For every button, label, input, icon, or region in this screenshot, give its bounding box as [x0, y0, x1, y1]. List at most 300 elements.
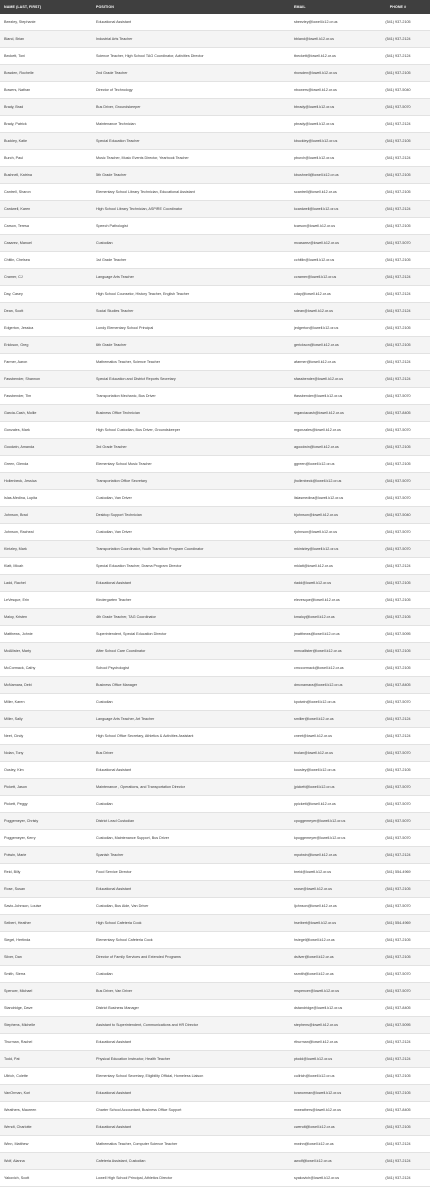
table-row: [0, 1034, 430, 1051]
table-row: [0, 133, 430, 150]
cell-name: McAllister, Marty: [0, 643, 92, 660]
cell-phone: (541) 937-8405: [366, 1000, 430, 1017]
cell-name: Day, Casey: [0, 286, 92, 303]
table-row: [0, 660, 430, 677]
cell-email[interactable]: mweathers@lowell.k12.or.us: [290, 1102, 366, 1119]
cell-position: After School Care Coordinator: [92, 643, 290, 660]
cell-phone: (541) 937-2105: [366, 575, 430, 592]
cell-name: Matthews, Johnie: [0, 626, 92, 643]
table-row: [0, 575, 430, 592]
cell-phone: (541) 937-2105: [366, 881, 430, 898]
cell-position: Special Education and District Reports Secretary: [92, 371, 290, 388]
cell-email[interactable]: sdean@lowell.k12.or.us: [290, 303, 366, 320]
table-row: [0, 490, 430, 507]
cell-email[interactable]: cchitlin@lowell.k12.or.us: [290, 252, 366, 269]
table-row: [0, 286, 430, 303]
cell-name: Fassbender, Shannon: [0, 371, 92, 388]
cell-name: Thurman, Rachel: [0, 1034, 92, 1051]
table-row: [0, 303, 430, 320]
cell-email[interactable]: pburch@lowell.k12.or.us: [290, 150, 366, 167]
column-header-position[interactable]: POSITION: [96, 5, 114, 9]
cell-email[interactable]: hsiegel@lowell.k12.or.us: [290, 932, 366, 949]
cell-email[interactable]: kbushnell@lowell.k12.or.us: [290, 167, 366, 184]
table-row: [0, 813, 430, 830]
cell-email[interactable]: mgonzales@lowell.k12.or.us: [290, 422, 366, 439]
cell-email[interactable]: sbeezley@lowell.k12.or.us: [290, 14, 366, 31]
column-header-email[interactable]: EMAIL: [294, 5, 306, 9]
table-row: [0, 1136, 430, 1153]
cell-position: Assistant to Superintendent, Communications and HR Director: [92, 1017, 290, 1034]
cell-email[interactable]: jhollenbeck@lowell.k12.or.us: [290, 473, 366, 490]
cell-position: District Lead Custodian: [92, 813, 290, 830]
table-row: [0, 1085, 430, 1102]
cell-position: Food Service Director: [92, 864, 290, 881]
cell-name: Johnson, Brad: [0, 507, 92, 524]
cell-position: Director of Technology: [92, 82, 290, 99]
cell-email[interactable]: elevesque@lowell.k12.or.us: [290, 592, 366, 609]
table-row: [0, 252, 430, 269]
cell-phone: (541) 937-2124: [366, 728, 430, 745]
table-row: [0, 269, 430, 286]
cell-name: Goodwin, Amanda: [0, 439, 92, 456]
table-row: [0, 422, 430, 439]
cell-phone: (541) 937-2105: [366, 932, 430, 949]
cell-position: Language Arts Teacher: [92, 269, 290, 286]
cell-email[interactable]: kvanorman@lowell.k12.or.us: [290, 1085, 366, 1102]
cell-position: Desktop Support Technician: [92, 507, 290, 524]
cell-email[interactable]: awolf@lowell.k12.or.us: [290, 1153, 366, 1170]
table-row: [0, 592, 430, 609]
cell-position: 4th Grade Teacher, TAG Coordinator: [92, 609, 290, 626]
table-row: [0, 847, 430, 864]
cell-name: Nolan, Tony: [0, 745, 92, 762]
table-header: [0, 0, 430, 14]
table-row: [0, 694, 430, 711]
cell-phone: (541) 937-5070: [366, 524, 430, 541]
cell-position: Custodian: [92, 966, 290, 983]
table-row: [0, 966, 430, 983]
cell-position: Educational Assistant: [92, 1119, 290, 1136]
cell-name: McNamara, Debi: [0, 677, 92, 694]
cell-email[interactable]: ggreen@lowell.k12.or.us: [290, 456, 366, 473]
cell-name: Ullrich, Colette: [0, 1068, 92, 1085]
cell-email[interactable]: hseibert@lowell.k12.or.us: [290, 915, 366, 932]
cell-email[interactable]: ccramer@lowell.k12.or.us: [290, 269, 366, 286]
cell-name: Islas-Medina, Lupita: [0, 490, 92, 507]
cell-phone: (541) 937-2105: [366, 184, 430, 201]
cell-email[interactable]: kcardwell@lowell.k12.or.us: [290, 201, 366, 218]
table-row: [0, 558, 430, 575]
cell-phone: (541) 937-5070: [366, 422, 430, 439]
cell-email[interactable]: bjohnson@lowell.k12.or.us: [290, 507, 366, 524]
cell-email[interactable]: gerickson@lowell.k12.or.us: [290, 337, 366, 354]
cell-phone: (541) 937-2105: [366, 949, 430, 966]
cell-name: Bowden, Rochelle: [0, 65, 92, 82]
table-row: [0, 337, 430, 354]
cell-phone: (541) 937-2124: [366, 48, 430, 65]
cell-position: Transportation Mechanic, Bus Driver: [92, 388, 290, 405]
table-row: [0, 48, 430, 65]
cell-email[interactable]: kpotwin@lowell.k12.or.us: [290, 694, 366, 711]
cell-name: Seibert, Heather: [0, 915, 92, 932]
table-row: [0, 354, 430, 371]
cell-email[interactable]: bbrady@lowell.k12.or.us: [290, 99, 366, 116]
table-row: [0, 507, 430, 524]
cell-position: Industrial Arts Teacher: [92, 31, 290, 48]
cell-phone: (541) 937-2124: [366, 1153, 430, 1170]
table-row: [0, 949, 430, 966]
cell-name: Chitlin, Chelsea: [0, 252, 92, 269]
cell-email[interactable]: cday@lowell.k12.or.us: [290, 286, 366, 303]
cell-position: Social Studies Teacher: [92, 303, 290, 320]
table-row: [0, 1068, 430, 1085]
cell-phone: (541) 937-5070: [366, 983, 430, 1000]
cell-email[interactable]: tfassbender@lowell.k12.or.us: [290, 388, 366, 405]
cell-email[interactable]: mcasarez@lowell.k12.or.us: [290, 235, 366, 252]
table-row: [0, 762, 430, 779]
cell-position: 5th Grade Teacher: [92, 167, 290, 184]
cell-position: 1st Grade Teacher: [92, 252, 290, 269]
cell-email[interactable]: breid@lowell.k12.or.us: [290, 864, 366, 881]
table-row: [0, 830, 430, 847]
cell-name: Miller, Karen: [0, 694, 92, 711]
table-row: [0, 456, 430, 473]
cell-position: Music Teacher, Music Events Director, Yearbook Teacher: [92, 150, 290, 167]
cell-email[interactable]: mpotwin@lowell.k12.or.us: [290, 847, 366, 864]
cell-name: Carson, Teresa: [0, 218, 92, 235]
cell-phone: (541) 937-5070: [366, 779, 430, 796]
table-row: [0, 320, 430, 337]
cell-phone: (541) 937-2124: [366, 303, 430, 320]
cell-email[interactable]: kmaloy@lowell.k12.or.us: [290, 609, 366, 626]
cell-email[interactable]: cpoggemeyer@lowell.k12.or.us: [290, 813, 366, 830]
cell-email[interactable]: kpoggemeyer@lowell.k12.or.us: [290, 830, 366, 847]
table-row: [0, 745, 430, 762]
cell-phone: (541) 937-2124: [366, 558, 430, 575]
cell-phone: (541) 937-2105: [366, 1119, 430, 1136]
table-row: [0, 1102, 430, 1119]
cell-phone: (541) 937-2124: [366, 31, 430, 48]
table-row: [0, 1119, 430, 1136]
cell-name: Weathers, Maureen: [0, 1102, 92, 1119]
cell-email[interactable]: ssmith@lowell.k12.or.us: [290, 966, 366, 983]
cell-name: Beckett, Toni: [0, 48, 92, 65]
cell-position: Custodian: [92, 796, 290, 813]
cell-phone: (541) 937-2124: [366, 286, 430, 303]
cell-name: VanOrman, Kori: [0, 1085, 92, 1102]
cell-email[interactable]: mspencer@lowell.k12.or.us: [290, 983, 366, 1000]
cell-position: High School Counselor, History Teacher, English Teacher: [92, 286, 290, 303]
cell-position: High School Office Secretary, Athletics & Activities Assistant: [92, 728, 290, 745]
cell-email[interactable]: lislasmedina@lowell.k12.or.us: [290, 490, 366, 507]
cell-email[interactable]: mklatt@lowell.k12.or.us: [290, 558, 366, 575]
cell-email[interactable]: rbowden@lowell.k12.or.us: [290, 65, 366, 82]
cell-position: Custodian, Bus Aide, Van Driver: [92, 898, 290, 915]
cell-email[interactable]: cullrich@lowell.k12.or.us: [290, 1068, 366, 1085]
cell-phone: (541) 937-5040: [366, 507, 430, 524]
cell-position: Special Education Teacher, Drama Program Director: [92, 558, 290, 575]
cell-position: Custodian, Maintenance Support, Bus Driver: [92, 830, 290, 847]
cell-phone: (541) 937-2105: [366, 65, 430, 82]
cell-phone: (541) 937-2124: [366, 201, 430, 218]
cell-position: Kindergarten Teacher: [92, 592, 290, 609]
table-row: [0, 473, 430, 490]
cell-position: Educational Assistant: [92, 762, 290, 779]
cell-name: Stephens, Michelle: [0, 1017, 92, 1034]
table-row: [0, 626, 430, 643]
cell-phone: (541) 937-5070: [366, 898, 430, 915]
cell-name: Bland, Brian: [0, 31, 92, 48]
cell-name: Winn, Matthew: [0, 1136, 92, 1153]
cell-email[interactable]: stephens@lowell.k12.or.us: [290, 1017, 366, 1034]
cell-position: Educational Assistant: [92, 1034, 290, 1051]
cell-position: District Business Manager: [92, 1000, 290, 1017]
cell-position: Elementary School Music Teacher: [92, 456, 290, 473]
cell-name: Standridge, Dave: [0, 1000, 92, 1017]
cell-email[interactable]: mmcallister@lowell.k12.or.us: [290, 643, 366, 660]
cell-name: Bushnell, Katrina: [0, 167, 92, 184]
table-row: [0, 371, 430, 388]
table-row: [0, 116, 430, 133]
cell-position: Transportation Coordinator, Youth Transition Program Coordinator: [92, 541, 290, 558]
cell-name: Yakovich, Scott: [0, 1170, 92, 1187]
cell-name: Gonzales, Mark: [0, 422, 92, 439]
table-row: [0, 881, 430, 898]
table-row: [0, 1017, 430, 1034]
cell-phone: (541) 937-2105: [366, 1085, 430, 1102]
cell-position: Custodian: [92, 235, 290, 252]
cell-email[interactable]: jmatthews@lowell.k12.or.us: [290, 626, 366, 643]
table-row: [0, 1000, 430, 1017]
table-row: [0, 609, 430, 626]
cell-phone: (541) 937-5095: [366, 1017, 430, 1034]
table-row: [0, 439, 430, 456]
cell-position: Special Education Teacher: [92, 133, 290, 150]
cell-position: Bus Driver, Van Driver: [92, 983, 290, 1000]
cell-name: Wendt, Charlotte: [0, 1119, 92, 1136]
table-body: [0, 14, 430, 1187]
cell-email[interactable]: ptodd@lowell.k12.or.us: [290, 1051, 366, 1068]
cell-phone: (541) 937-2105: [366, 337, 430, 354]
cell-position: Mathematics Teacher, Computer Science Teacher: [92, 1136, 290, 1153]
cell-phone: (541) 937-2105: [366, 167, 430, 184]
cell-phone: (541) 937-2124: [366, 150, 430, 167]
cell-name: Pickett, Jason: [0, 779, 92, 796]
table-row: [0, 1153, 430, 1170]
cell-name: Silver, Dan: [0, 949, 92, 966]
cell-email[interactable]: scantrell@lowell.k12.or.us: [290, 184, 366, 201]
cell-position: Educational Assistant: [92, 14, 290, 31]
table-row: [0, 728, 430, 745]
table-row: [0, 711, 430, 728]
cell-position: Bus Driver, Groundskeeper: [92, 99, 290, 116]
cell-name: Siegel, Hertinda: [0, 932, 92, 949]
cell-phone: (541) 554-4969: [366, 915, 430, 932]
cell-email[interactable]: kousley@lowell.k12.or.us: [290, 762, 366, 779]
cell-position: Language Arts Teacher, Art Teacher: [92, 711, 290, 728]
cell-name: Brady, Brad: [0, 99, 92, 116]
cell-email[interactable]: tbeckett@lowell.k12.or.us: [290, 48, 366, 65]
cell-phone: (541) 937-5070: [366, 541, 430, 558]
table-row: [0, 932, 430, 949]
cell-position: School Psychologist: [92, 660, 290, 677]
cell-email[interactable]: sfassbender@lowell.k12.or.us: [290, 371, 366, 388]
cell-email[interactable]: tcarson@lowell.k12.or.us: [290, 218, 366, 235]
cell-phone: (541) 937-5070: [366, 813, 430, 830]
cell-name: Neet, Cindy: [0, 728, 92, 745]
cell-email[interactable]: rthurman@lowell.k12.or.us: [290, 1034, 366, 1051]
table-row: [0, 65, 430, 82]
table-row: [0, 524, 430, 541]
cell-position: High School Cafeteria Cook: [92, 915, 290, 932]
cell-phone: (541) 937-2105: [366, 456, 430, 473]
cell-name: Erickson, Greg: [0, 337, 92, 354]
cell-position: 6th Grade Teacher: [92, 337, 290, 354]
cell-name: Savio-Johnson, Louise: [0, 898, 92, 915]
cell-email[interactable]: tnolan@lowell.k12.or.us: [290, 745, 366, 762]
cell-phone: (541) 937-5095: [366, 626, 430, 643]
cell-position: 2nd Grade Teacher: [92, 65, 290, 82]
cell-position: Maintenance , Operations, and Transportation Director: [92, 779, 290, 796]
cell-name: Cramer, CJ: [0, 269, 92, 286]
cell-position: Physical Education Instructor, Health Teacher: [92, 1051, 290, 1068]
cell-phone: (541) 937-2105: [366, 439, 430, 456]
cell-phone: (541) 937-2124: [366, 269, 430, 286]
cell-name: Kintzley, Mark: [0, 541, 92, 558]
cell-email[interactable]: jpickett@lowell.k12.or.us: [290, 779, 366, 796]
cell-name: Farmer, Aaron: [0, 354, 92, 371]
cell-phone: (541) 937-5070: [366, 235, 430, 252]
cell-phone: (541) 937-2105: [366, 252, 430, 269]
cell-email[interactable]: nbowers@lowell.k12.or.us: [290, 82, 366, 99]
table-row: [0, 388, 430, 405]
table-row: [0, 796, 430, 813]
cell-phone: (541) 554-4969: [366, 864, 430, 881]
cell-phone: (541) 937-2124: [366, 354, 430, 371]
cell-name: Cardwell, Karen: [0, 201, 92, 218]
cell-email[interactable]: dmcnamara@lowell.k12.or.us: [290, 677, 366, 694]
column-header-name[interactable]: NAME (LAST, FIRST): [4, 5, 42, 9]
table-row: [0, 915, 430, 932]
cell-email[interactable]: dstandridge@lowell.k12.or.us: [290, 1000, 366, 1017]
cell-name: Wolf, Alanna: [0, 1153, 92, 1170]
cell-phone: (541) 937-5070: [366, 99, 430, 116]
cell-phone: (541) 937-2105: [366, 592, 430, 609]
table-row: [0, 31, 430, 48]
column-header-phone[interactable]: PHONE #: [389, 5, 407, 9]
cell-email[interactable]: smiller@lowell.k12.or.us: [290, 711, 366, 728]
cell-position: Mathematics Teacher, Science Teacher: [92, 354, 290, 371]
cell-phone: (541) 937-2105: [366, 660, 430, 677]
cell-name: Potwin, Marie: [0, 847, 92, 864]
cell-phone: (541) 937-5070: [366, 473, 430, 490]
table-row: [0, 150, 430, 167]
cell-email[interactable]: cneet@lowell.k12.or.us: [290, 728, 366, 745]
cell-phone: (541) 937-2124: [366, 1136, 430, 1153]
cell-phone: (541) 937-5040: [366, 82, 430, 99]
cell-name: Garcia-Cash, Mollie: [0, 405, 92, 422]
table-row: [0, 184, 430, 201]
cell-name: McCormack, Cathy: [0, 660, 92, 677]
cell-name: Green, Glenda: [0, 456, 92, 473]
cell-email[interactable]: kbuckley@lowell.k12.or.us: [290, 133, 366, 150]
cell-phone: (541) 937-8405: [366, 677, 430, 694]
table-row: [0, 14, 430, 31]
cell-position: Custodian: [92, 694, 290, 711]
cell-position: Lundy Elementary School Principal: [92, 320, 290, 337]
cell-name: Fassbender, Tim: [0, 388, 92, 405]
cell-phone: (541) 937-5070: [366, 830, 430, 847]
cell-name: Dean, Scott: [0, 303, 92, 320]
cell-email[interactable]: srose@lowell.k12.or.us: [290, 881, 366, 898]
cell-email[interactable]: agoodwin@lowell.k12.or.us: [290, 439, 366, 456]
cell-position: Educational Assistant: [92, 881, 290, 898]
cell-email[interactable]: dsilver@lowell.k12.or.us: [290, 949, 366, 966]
table-row: [0, 864, 430, 881]
table-row: [0, 643, 430, 660]
table-row: [0, 167, 430, 184]
cell-position: Educational Assistant: [92, 575, 290, 592]
cell-email[interactable]: cmccormack@lowell.k12.or.us: [290, 660, 366, 677]
cell-name: Maloy, Kristen: [0, 609, 92, 626]
cell-name: Edgerton, Jessica: [0, 320, 92, 337]
cell-email[interactable]: ljohnson@lowell.k12.or.us: [290, 898, 366, 915]
cell-phone: (541) 937-2124: [366, 1051, 430, 1068]
cell-position: Director of Family Services and Extended Programs: [92, 949, 290, 966]
cell-position: Spanish Teacher: [92, 847, 290, 864]
cell-name: Hollenbeck, Jessica: [0, 473, 92, 490]
cell-phone: (541) 937-2124: [366, 1170, 430, 1187]
cell-email[interactable]: pbrady@lowell.k12.or.us: [290, 116, 366, 133]
cell-position: Educational Assistant: [92, 1085, 290, 1102]
cell-email[interactable]: rladd@lowell.k12.or.us: [290, 575, 366, 592]
cell-name: Buckley, Katie: [0, 133, 92, 150]
cell-phone: (541) 937-2105: [366, 609, 430, 626]
cell-name: Ousley, Kim: [0, 762, 92, 779]
cell-email[interactable]: bbland@lowell.k12.or.us: [290, 31, 366, 48]
cell-name: Klatt, Micah: [0, 558, 92, 575]
table-row: [0, 1170, 430, 1187]
cell-email[interactable]: mkintzley@lowell.k12.or.us: [290, 541, 366, 558]
cell-email[interactable]: mwinn@lowell.k12.or.us: [290, 1136, 366, 1153]
table-row: [0, 405, 430, 422]
cell-name: LeVesque, Erin: [0, 592, 92, 609]
cell-email[interactable]: afarmer@lowell.k12.or.us: [290, 354, 366, 371]
cell-name: Casarez, Manuel: [0, 235, 92, 252]
cell-position: Custodian, Van Driver: [92, 524, 290, 541]
table-row: [0, 82, 430, 99]
cell-phone: (541) 937-2124: [366, 711, 430, 728]
cell-phone: (541) 937-8405: [366, 405, 430, 422]
cell-position: Maintenance Technician: [92, 116, 290, 133]
cell-name: Burch, Paul: [0, 150, 92, 167]
cell-name: Smith, Sierra: [0, 966, 92, 983]
cell-phone: (541) 937-2105: [366, 762, 430, 779]
cell-name: Poggemeyer, Christy: [0, 813, 92, 830]
cell-phone: (541) 937-2105: [366, 320, 430, 337]
cell-email[interactable]: jedgerton@lowell.k12.or.us: [290, 320, 366, 337]
cell-email[interactable]: cwendt@lowell.k12.or.us: [290, 1119, 366, 1136]
cell-email[interactable]: rjohnson@lowell.k12.or.us: [290, 524, 366, 541]
cell-phone: (541) 937-2124: [366, 371, 430, 388]
cell-email[interactable]: mgarciacash@lowell.k12.or.us: [290, 405, 366, 422]
cell-email[interactable]: ppickett@lowell.k12.or.us: [290, 796, 366, 813]
cell-name: Beezley, Stephanie: [0, 14, 92, 31]
cell-email[interactable]: syakovich@lowell.k12.or.us: [290, 1170, 366, 1187]
cell-phone: (541) 937-5070: [366, 490, 430, 507]
cell-position: Cafeteria Assistant, Custodian: [92, 1153, 290, 1170]
cell-position: 3rd Grade Teacher: [92, 439, 290, 456]
